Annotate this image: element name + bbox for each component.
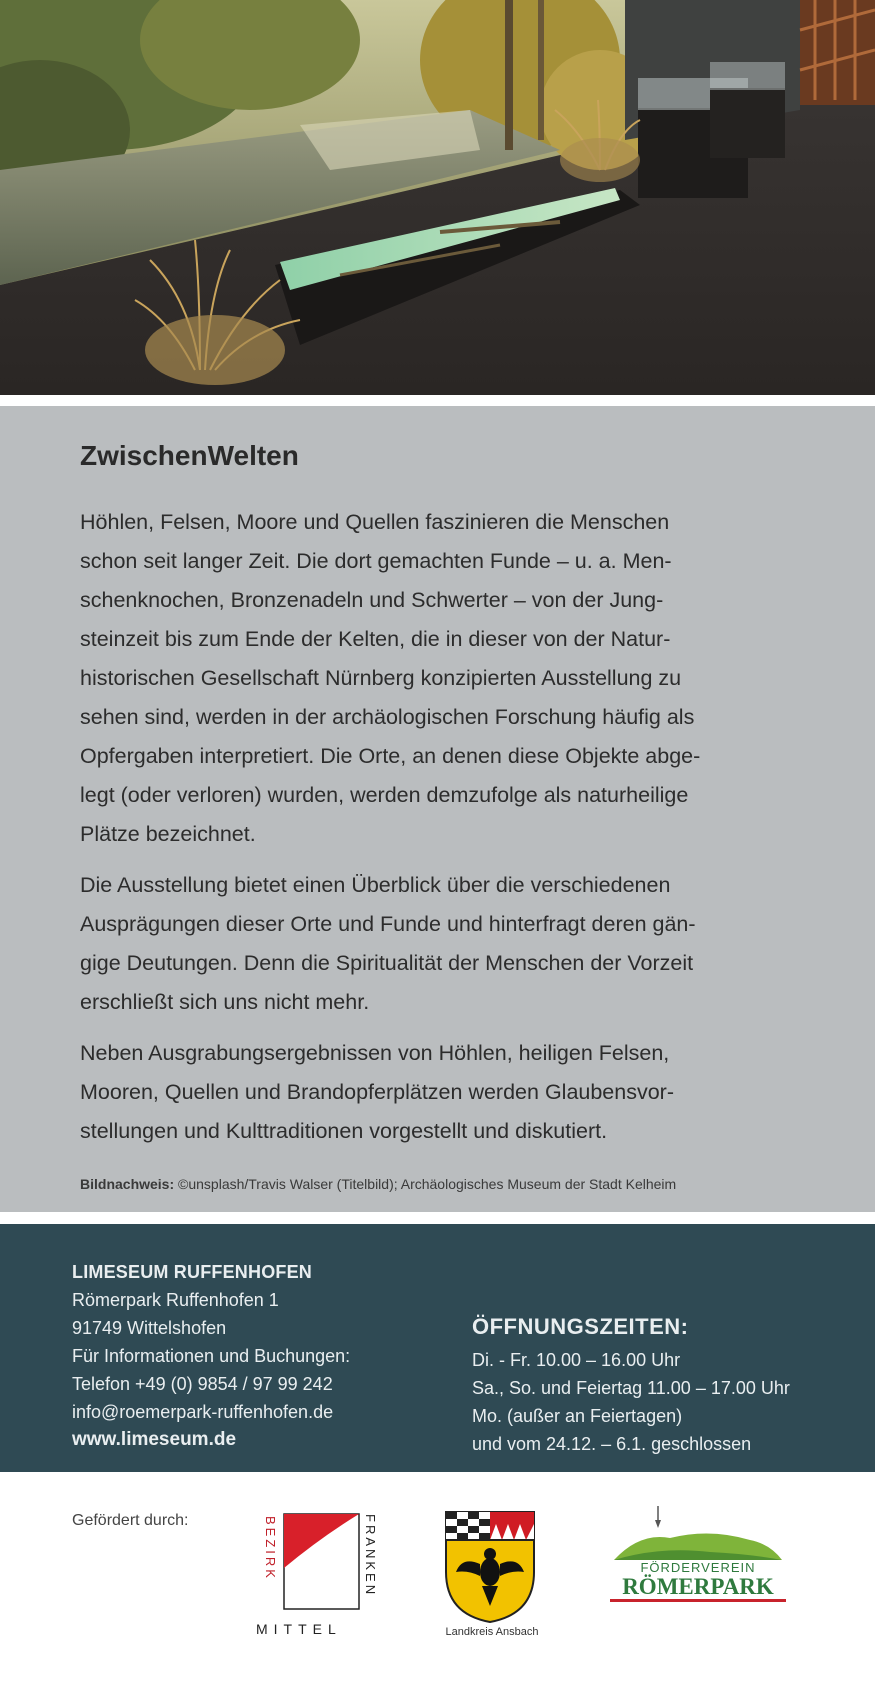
credit-text: ©unsplash/Travis Walser (Titelbild); Archäologisches Museum der Stadt Kelheim bbox=[174, 1176, 677, 1192]
paragraph-3 bbox=[80, 1034, 800, 1151]
hours-line: Di. - Fr. 10.00 – 16.00 Uhr bbox=[472, 1350, 681, 1370]
text-line: Plätze bezeichnet. bbox=[80, 822, 256, 846]
info-label: Für Informationen und Buchungen: bbox=[72, 1346, 351, 1366]
text-line: schon seit langer Zeit. Die dort gemachten Funde – u. a. Men- bbox=[80, 549, 672, 573]
city: 91749 Wittelshofen bbox=[72, 1318, 227, 1338]
phone: Telefon +49 (0) 9854 / 97 99 242 bbox=[72, 1374, 333, 1394]
article-title: ZwischenWelten bbox=[80, 440, 299, 471]
bezirk-bottom-text: MITTEL bbox=[256, 1621, 342, 1637]
paragraph-1 bbox=[80, 503, 800, 854]
text-line: schenknochen, Bronzenadeln und Schwerter – von der Jung- bbox=[80, 588, 664, 612]
text-line: historischen Gesellschaft Nürnberg konzipierten Ausstellung zu bbox=[80, 666, 682, 690]
ansbach-caption: Landkreis Ansbach bbox=[445, 1626, 539, 1638]
contact-block bbox=[72, 1258, 350, 1454]
image-credit bbox=[80, 1176, 676, 1192]
article-panel bbox=[0, 406, 875, 1212]
hours-line: Sa., So. und Feiertag 11.00 – 17.00 Uhr bbox=[472, 1378, 790, 1398]
text-line: Ausprägungen dieser Orte und Funde und hinterfragt deren gän- bbox=[80, 912, 696, 936]
sponsors bbox=[0, 1472, 875, 1701]
paragraph-2 bbox=[80, 866, 800, 1022]
text-line: Höhlen, Felsen, Moore und Quellen faszinieren die Menschen bbox=[80, 510, 670, 534]
street: Römerpark Ruffenhofen 1 bbox=[72, 1290, 279, 1310]
sponsor-label: Gefördert durch: bbox=[72, 1512, 189, 1529]
museum-exhibition-photo-icon bbox=[0, 0, 875, 395]
text-line: Neben Ausgrabungsergebnissen von Höhlen, heiligen Felsen, bbox=[80, 1041, 670, 1065]
text-line: legt (oder verloren) wurden, werden demzufolge als naturheilige bbox=[80, 783, 689, 807]
article-body bbox=[80, 503, 800, 1163]
info-band bbox=[0, 1224, 875, 1472]
credit-label: Bildnachweis: bbox=[80, 1176, 175, 1192]
roemer-main-text: RÖMERPARK bbox=[622, 1574, 774, 1599]
text-line: stellungen und Kulttraditionen vorgestellt und diskutiert. bbox=[80, 1119, 608, 1143]
text-line: gige Deutungen. Denn die Spiritualität der Menschen der Vorzeit bbox=[80, 951, 694, 975]
roemer-top-text: FÖRDERVEREIN bbox=[640, 1560, 756, 1575]
text-line: erschließt sich uns nicht mehr. bbox=[80, 990, 370, 1014]
bezirk-mittelfranken-logo-icon bbox=[250, 1508, 385, 1648]
text-line: Die Ausstellung bietet einen Überblick über die verschiedenen bbox=[80, 873, 671, 897]
text-line: steinzeit bis zum Ende der Kelten, die in dieser von der Natur- bbox=[80, 627, 671, 651]
website-link[interactable]: www.limeseum.de bbox=[72, 1429, 237, 1450]
email-link[interactable]: info@roemerpark-ruffenhofen.de bbox=[72, 1402, 334, 1422]
hours-line: und vom 24.12. – 6.1. geschlossen bbox=[472, 1434, 752, 1454]
museum-name: LIMESEUM RUFFENHOFEN bbox=[72, 1262, 312, 1282]
hours-title: ÖFFNUNGSZEITEN: bbox=[472, 1314, 689, 1339]
roemerpark-logo-icon bbox=[600, 1502, 790, 1612]
bezirk-vertical-text: BEZIRK bbox=[263, 1516, 278, 1581]
text-line: Opfergaben interpretiert. Die Orte, an denen diese Objekte abge- bbox=[80, 744, 701, 768]
text-line: Mooren, Quellen und Brandopferplätzen werden Glaubensvor- bbox=[80, 1080, 675, 1104]
bezirk-right-text: FRANKEN bbox=[363, 1514, 378, 1598]
opening-hours bbox=[472, 1312, 790, 1458]
hero-image bbox=[0, 0, 875, 395]
text-line: sehen sind, werden in der archäologischen Forschung häufig als bbox=[80, 705, 695, 729]
hours-line: Mo. (außer an Feiertagen) bbox=[472, 1406, 683, 1426]
